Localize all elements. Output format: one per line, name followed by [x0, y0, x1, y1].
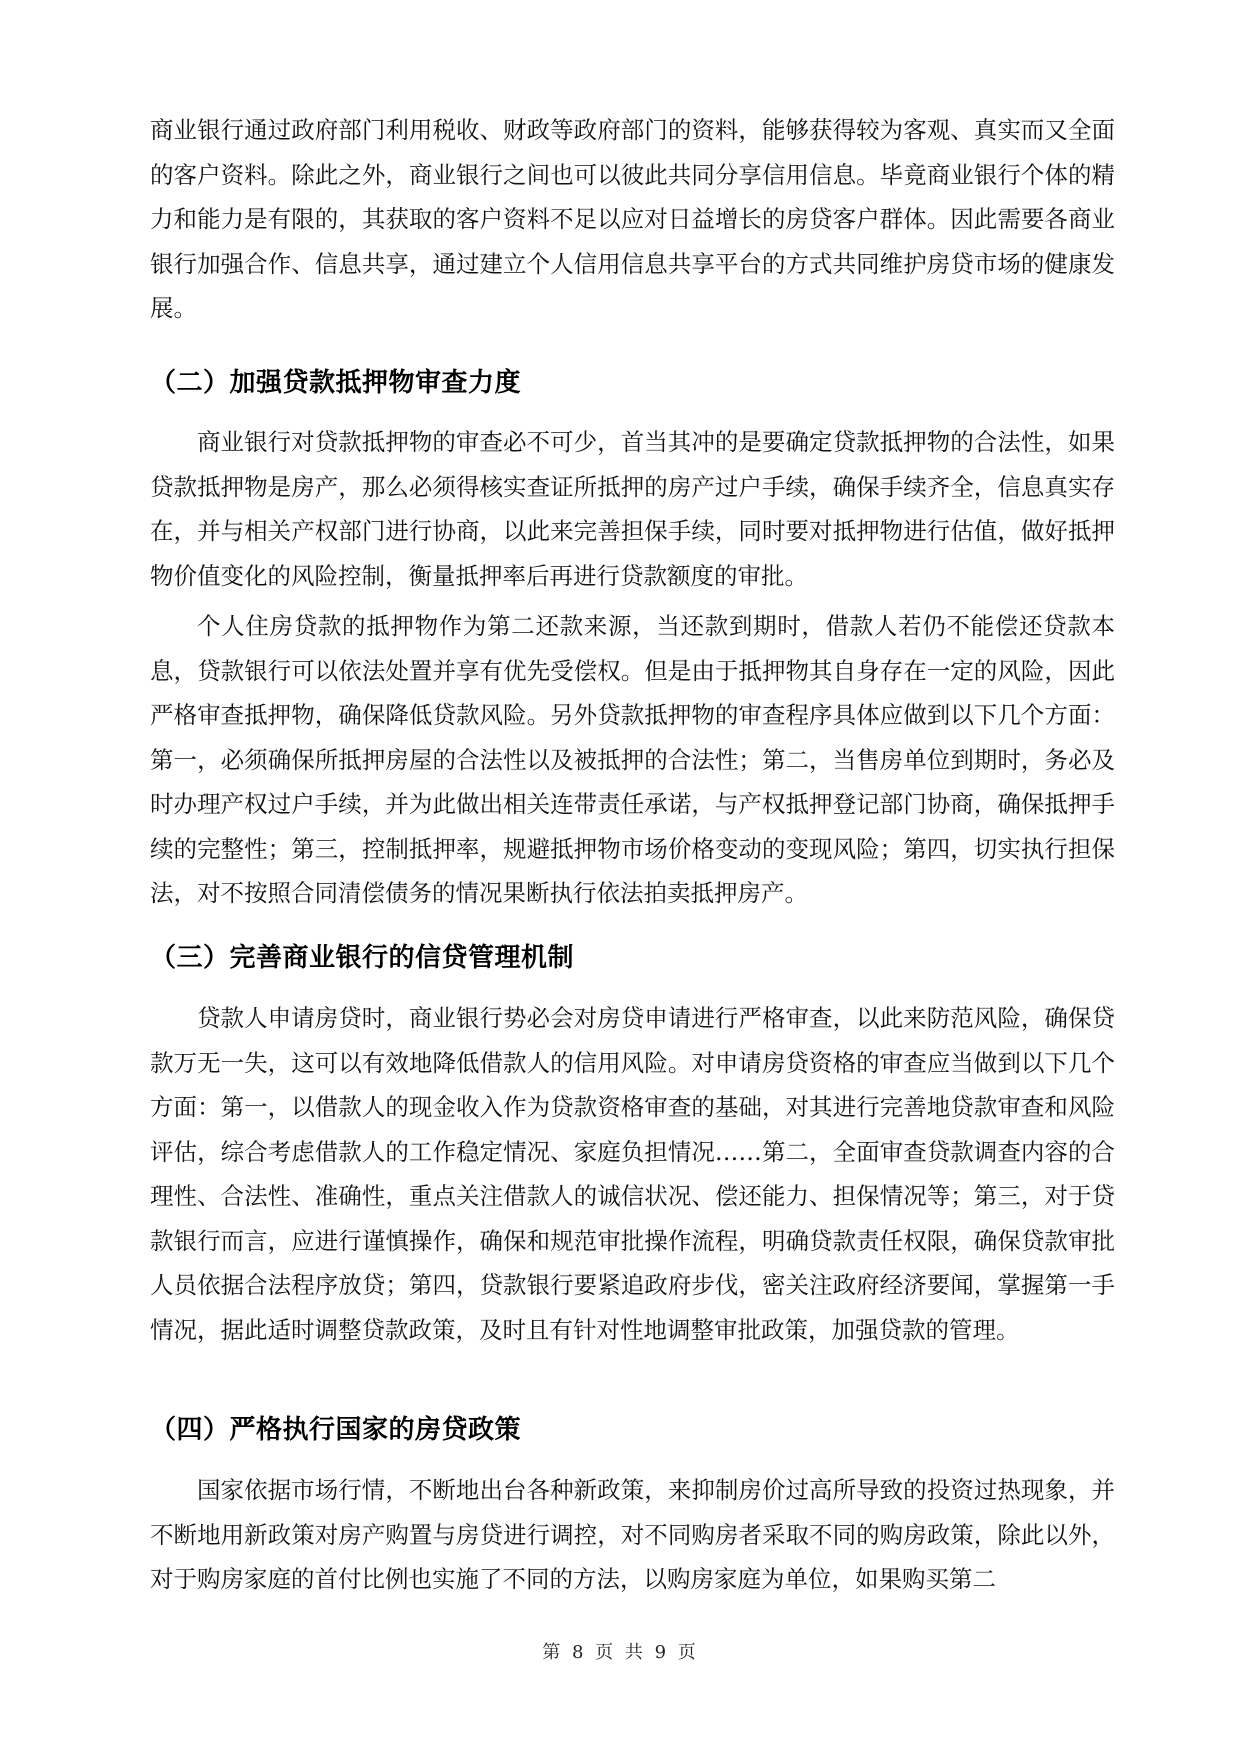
- section-2-paragraph-2: 个人住房贷款的抵押物作为第二还款来源，当还款到期时，借款人若仍不能偿还贷款本息，贷款银行可以依法处置并享有优先受偿权。但是由于抵押物其自身存在一定的风险，因此严格审查抵押物，确保降低贷款风险。另外贷款抵押物的审查程序具体应做到以下几个方面：第一，必须确保所抵押房屋的合法性以及被抵押的合法性；第二，当售房单位到期时，务必及时办理产权过户手续，并为此做出相关连带责任承诺，与产权抵押登记部门协商，确保抵押手续的完整性；第三，控制抵押率，规避抵押物市场价格变动的变现风险；第四，切实执行担保法，对不按照合同清偿债务的情况果断执行依法拍卖抵押房产。: [150, 612, 1115, 907]
- document-page: [150, 0, 1115, 1754]
- section-heading-2: （二）加强贷款抵押物审查力度: [150, 368, 522, 398]
- section-heading-4: （四）严格执行国家的房贷政策: [150, 1415, 522, 1445]
- section-heading-3: （三）完善商业银行的信贷管理机制: [150, 943, 575, 973]
- intro-paragraph: 商业银行通过政府部门利用税收、财政等政府部门的资料，能够获得较为客观、真实而又全面的客户资料。除此之外，商业银行之间也可以彼此共同分享信用信息。毕竟商业银行个体的精力和能力是有限的，其获取的客户资料不足以应对日益增长的房贷客户群体。因此需要各商业银行加强合作、信息共享，通过建立个人信用信息共享平台的方式共同维护房贷市场的健康发展。: [150, 116, 1115, 322]
- page-footer: 第 8 页 共 9 页: [542, 1642, 699, 1663]
- section-4-paragraph-1: 国家依据市场行情，不断地出台各种新政策，来抑制房价过高所导致的投资过热现象，并不断地用新政策对房产购置与房贷进行调控，对不同购房者采取不同的购房政策，除此以外，对于购房家庭的首付比例也实施了不同的方法，以购房家庭为单位，如果购买第二: [150, 1476, 1115, 1593]
- section-3-paragraph-1: 贷款人申请房贷时，商业银行势必会对房贷申请进行严格审查，以此来防范风险，确保贷款万无一失，这可以有效地降低借款人的信用风险。对申请房贷资格的审查应当做到以下几个方面：第一，以借款人的现金收入作为贷款资格审查的基础，对其进行完善地贷款审查和风险评估，综合考虑借款人的工作稳定情况、家庭负担情况……第二，全面审查贷款调查内容的合理性、合法性、准确性，重点关注借款人的诚信状况、偿还能力、担保情况等；第三，对于贷款银行而言，应进行谨慎操作，确保和规范审批操作流程，明确贷款责任权限，确保贷款审批人员依据合法程序放贷；第四，贷款银行要紧追政府步伐，密关注政府经济要闻，掌握第一手情况，据此适时调整贷款政策，及时且有针对性地调整审批政策，加强贷款的管理。: [150, 1004, 1115, 1344]
- section-2-paragraph-1: 商业银行对贷款抵押物的审查必不可少，首当其冲的是要确定贷款抵押物的合法性，如果贷款抵押物是房产，那么必须得核实查证所抵押的房产过户手续，确保手续齐全，信息真实存在，并与相关产权部门进行协商，以此来完善担保手续，同时要对抵押物进行估值，做好抵押物价值变化的风险控制，衡量抵押率后再进行贷款额度的审批。: [150, 428, 1115, 590]
